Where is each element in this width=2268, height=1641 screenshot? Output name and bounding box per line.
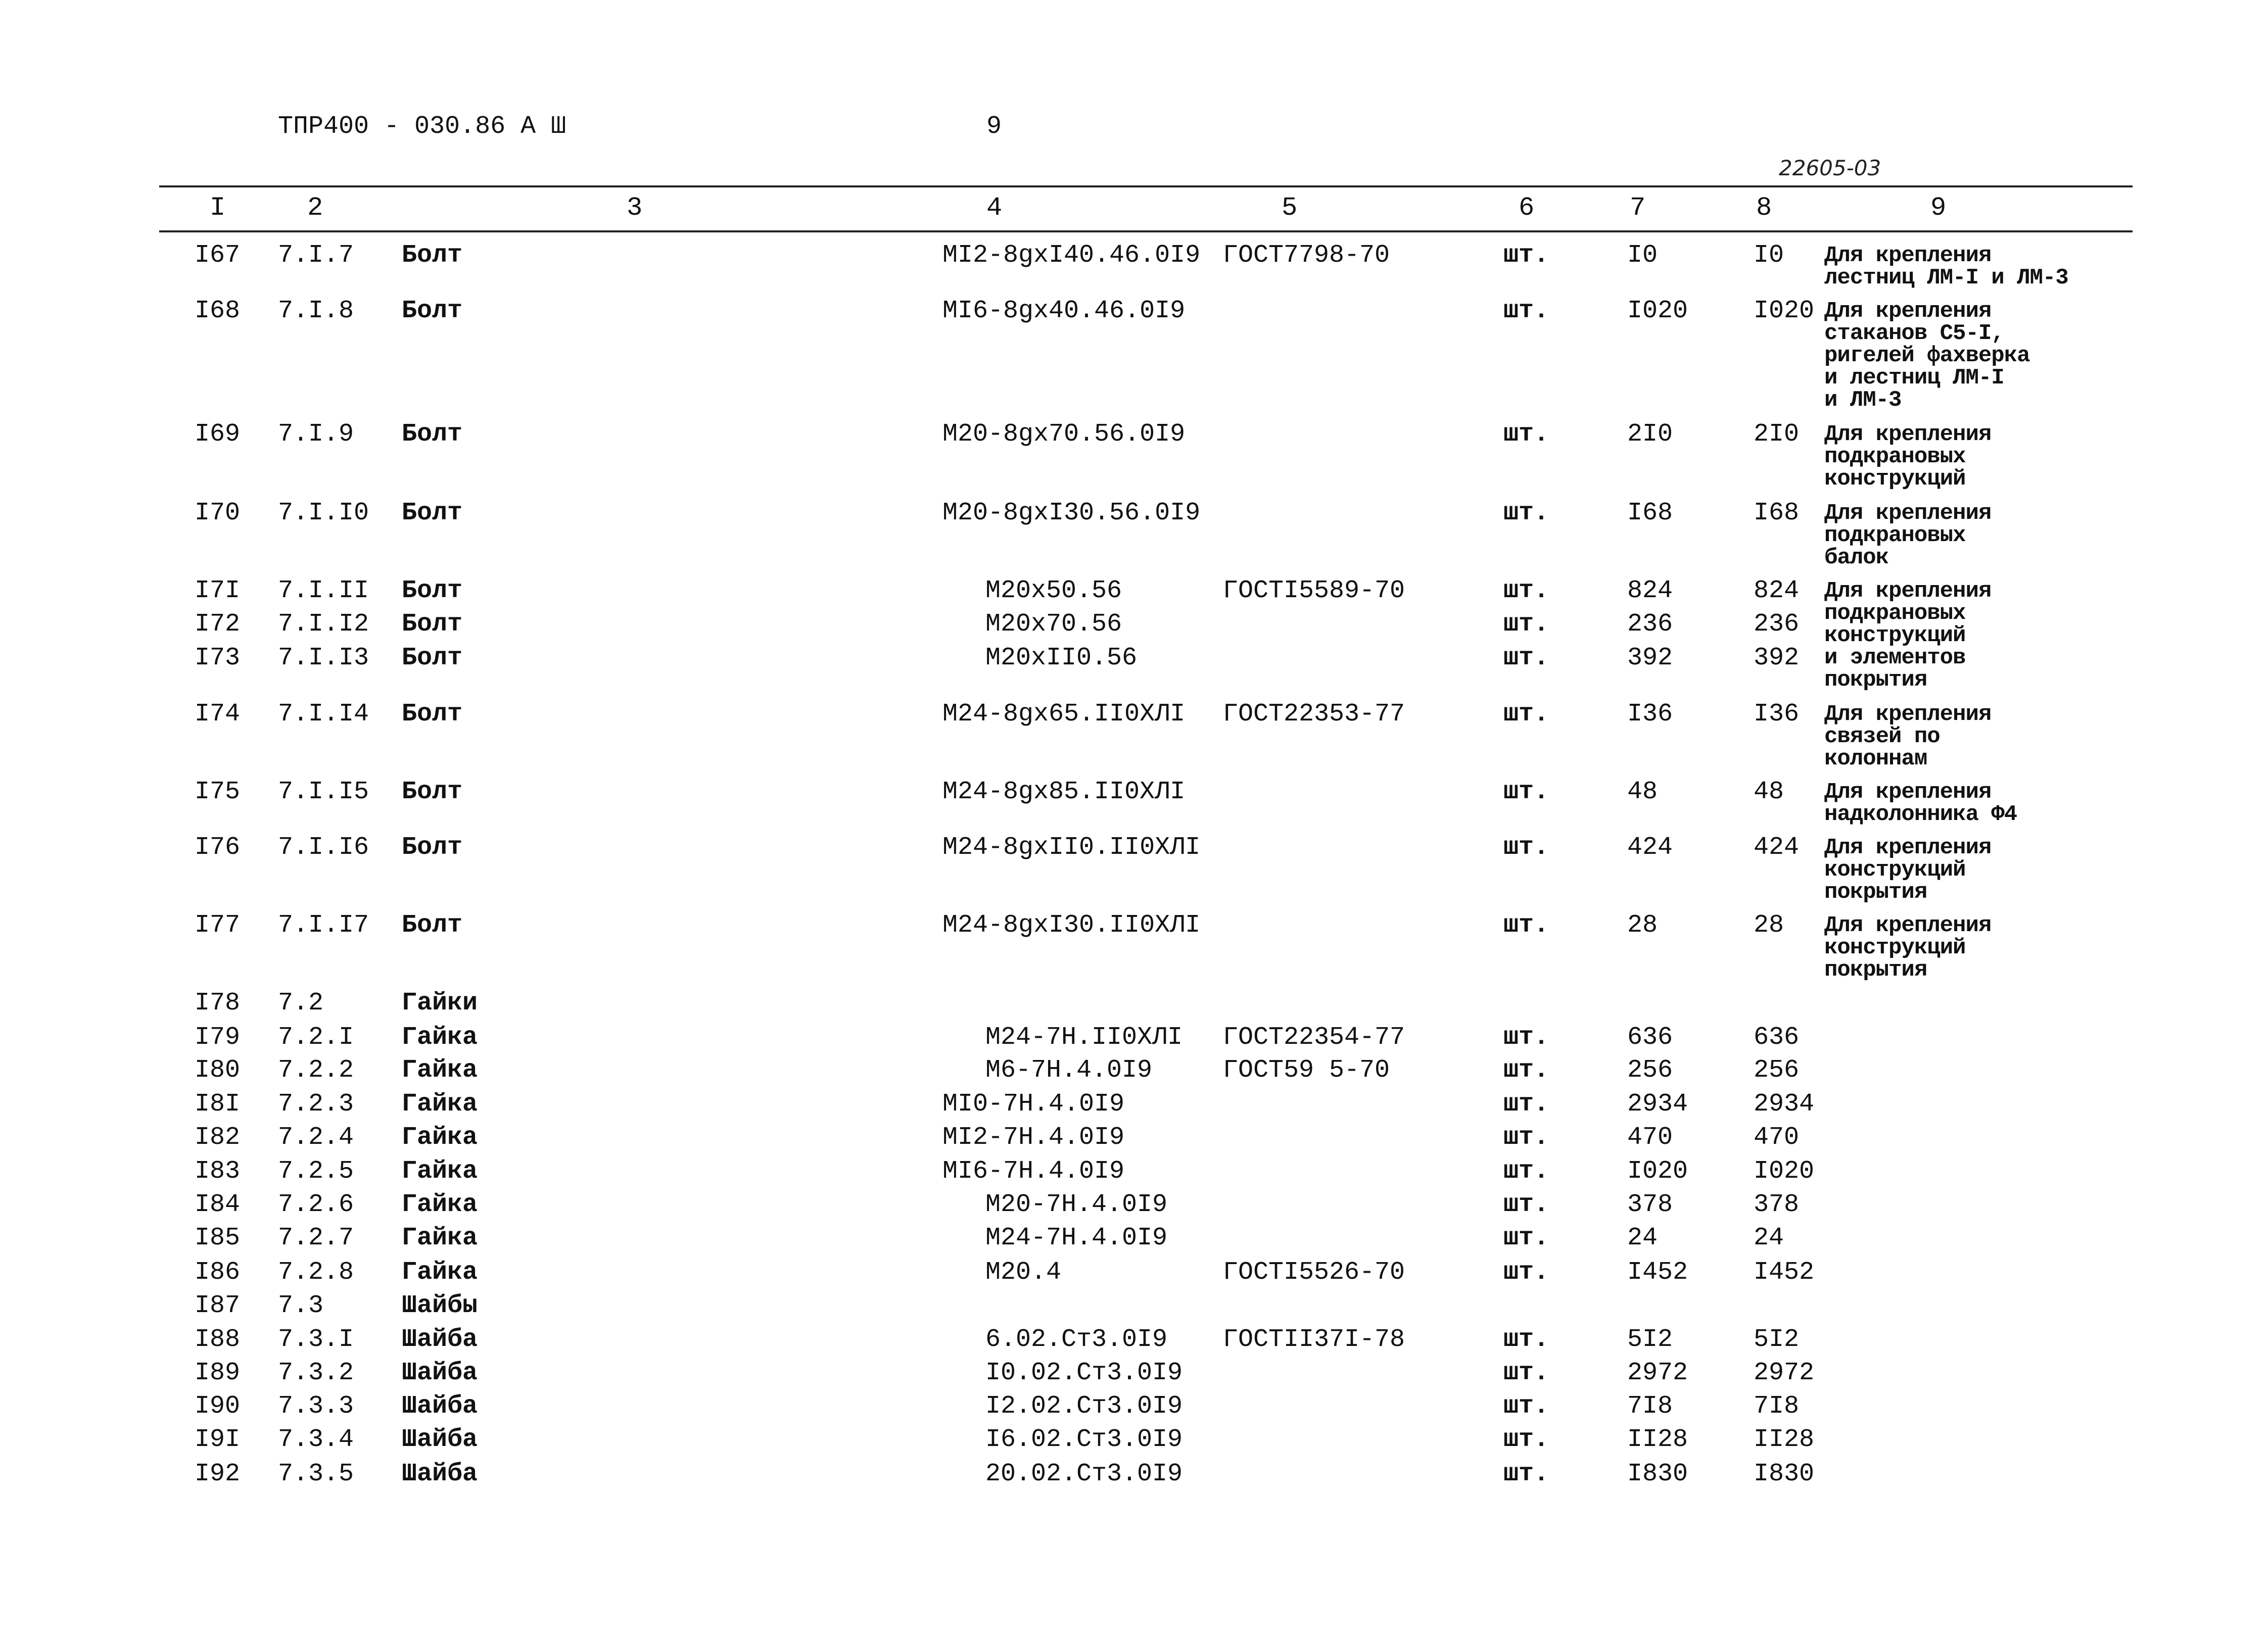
- table-header-rule: [159, 230, 2133, 232]
- cell-name: Гайка: [402, 1157, 478, 1186]
- cell-name: Гайка: [402, 1056, 478, 1085]
- cell-unit: шт.: [1503, 1359, 1549, 1387]
- cell-quantity-total: 636: [1754, 1023, 1800, 1052]
- cell-note: Для крепления подкрановых конструкций и элементов покрытия: [1824, 578, 1992, 693]
- cell-unit: шт.: [1503, 1460, 1549, 1488]
- cell-designation: M20x70.56: [985, 610, 1122, 639]
- cell-designation: M24-8gxII0.II0XЛI: [942, 833, 1201, 862]
- cell-quantity-total: 2972: [1754, 1359, 1815, 1387]
- cell-quantity: 5I2: [1627, 1325, 1673, 1354]
- cell-note: Для крепления надколонника Ф4: [1824, 780, 2017, 827]
- cell-note: Для крепления подкрановых конструкций: [1824, 422, 1992, 492]
- cell-code: 7.3: [278, 1291, 324, 1320]
- table-row: [0, 1191, 2268, 1221]
- cell-number: I88: [195, 1325, 241, 1354]
- cell-unit: шт.: [1503, 1090, 1549, 1119]
- table-row: [0, 499, 2268, 570]
- cell-quantity: 378: [1627, 1190, 1673, 1219]
- cell-designation: M20.4: [985, 1258, 1062, 1287]
- cell-code: 7.2.5: [278, 1157, 354, 1186]
- cell-quantity: I020: [1627, 297, 1688, 325]
- table-row: [0, 833, 2268, 905]
- column-header-8: 8: [1756, 193, 1772, 223]
- column-header-4: 4: [986, 193, 1003, 223]
- table-row: [0, 911, 2268, 983]
- cell-designation: MI6-7H.4.0I9: [942, 1157, 1125, 1186]
- cell-code: 7.I.8: [278, 297, 354, 325]
- cell-designation: I6.02.Ст3.0I9: [985, 1425, 1183, 1454]
- cell-quantity: 236: [1627, 610, 1673, 639]
- cell-unit: шт.: [1503, 833, 1549, 862]
- cell-designation: M20x50.56: [985, 576, 1122, 605]
- cell-unit: шт.: [1503, 911, 1549, 940]
- table-row: [0, 1157, 2268, 1188]
- cell-name: Болт: [402, 644, 463, 672]
- cell-number: I69: [195, 420, 241, 449]
- cell-number: I78: [195, 989, 241, 1018]
- cell-quantity-total: 378: [1754, 1190, 1800, 1219]
- cell-number: I76: [195, 833, 241, 862]
- cell-standard: ГОСТI5526-70: [1223, 1258, 1405, 1287]
- table-row: [0, 1090, 2268, 1121]
- cell-note: Для крепления конструкций покрытия: [1824, 913, 1992, 983]
- cell-name: Болт: [402, 576, 463, 605]
- cell-designation: M20-8gxI30.56.0I9: [942, 499, 1201, 527]
- cell-quantity-total: I68: [1754, 499, 1800, 527]
- cell-code: 7.3.4: [278, 1425, 354, 1454]
- cell-unit: шт.: [1503, 1023, 1549, 1052]
- cell-standard: ГОСТ22353-77: [1223, 700, 1405, 729]
- column-header-9: 9: [1930, 193, 1947, 223]
- cell-unit: шт.: [1503, 1157, 1549, 1186]
- cell-quantity-total: 24: [1754, 1224, 1784, 1252]
- table-row: [0, 778, 2268, 827]
- cell-quantity: 24: [1627, 1224, 1658, 1252]
- cell-name: Болт: [402, 241, 463, 270]
- cell-unit: шт.: [1503, 1190, 1549, 1219]
- table-row: [0, 610, 2268, 641]
- table-row: [0, 644, 2268, 674]
- cell-designation: I0.02.Ст3.0I9: [985, 1359, 1183, 1387]
- cell-code: 7.I.I7: [278, 911, 369, 940]
- cell-quantity: 470: [1627, 1123, 1673, 1152]
- table-row: [0, 1292, 2268, 1322]
- cell-code: 7.2.I: [278, 1023, 354, 1052]
- cell-designation: M24-7H.4.0I9: [985, 1224, 1168, 1252]
- cell-code: 7.I.I2: [278, 610, 369, 639]
- cell-number: I72: [195, 610, 241, 639]
- cell-name: Шайба: [402, 1460, 478, 1488]
- cell-unit: шт.: [1503, 499, 1549, 527]
- table-row: [0, 1024, 2268, 1054]
- cell-designation: MI2-8gxI40.46.0I9: [942, 241, 1201, 270]
- cell-designation: M24-8gx65.II0XЛI: [942, 700, 1186, 729]
- cell-quantity: 392: [1627, 644, 1673, 672]
- cell-note: Для крепления связей по колоннам: [1824, 702, 1992, 771]
- cell-quantity: II28: [1627, 1425, 1688, 1454]
- cell-name: Шайбы: [402, 1291, 478, 1320]
- cell-name: Гайка: [402, 1023, 478, 1052]
- cell-code: 7.I.I0: [278, 499, 369, 527]
- column-header-1: I: [210, 193, 226, 223]
- column-header-3: 3: [627, 193, 643, 223]
- cell-name: Болт: [402, 297, 463, 325]
- cell-code: 7.2.7: [278, 1224, 354, 1252]
- cell-quantity-total: 7I8: [1754, 1392, 1800, 1421]
- cell-name: Шайба: [402, 1359, 478, 1387]
- cell-number: I80: [195, 1056, 241, 1085]
- inventory-stamp: 22605-03: [1779, 156, 1881, 180]
- table-row: [0, 297, 2268, 413]
- table-row: [0, 1259, 2268, 1289]
- cell-code: 7.2: [278, 989, 324, 1018]
- cell-quantity: 48: [1627, 778, 1658, 806]
- cell-number: I82: [195, 1123, 241, 1152]
- cell-quantity: 256: [1627, 1056, 1673, 1085]
- cell-designation: M20-8gx70.56.0I9: [942, 420, 1186, 449]
- cell-number: I70: [195, 499, 241, 527]
- cell-designation: M24-8gxI30.II0XЛI: [942, 911, 1201, 940]
- cell-name: Гайки: [402, 989, 478, 1018]
- cell-name: Болт: [402, 911, 463, 940]
- cell-number: I83: [195, 1157, 241, 1186]
- cell-code: 7.2.2: [278, 1056, 354, 1085]
- cell-name: Гайка: [402, 1258, 478, 1287]
- cell-unit: шт.: [1503, 644, 1549, 672]
- cell-note: Для крепления стаканов С5-I, ригелей фахверка и лестниц ЛМ-I и ЛМ-3: [1824, 299, 2030, 413]
- cell-number: I79: [195, 1023, 241, 1052]
- cell-standard: ГОСТ59 5-70: [1223, 1056, 1390, 1085]
- table-row: [0, 989, 2268, 1020]
- cell-code: 7.I.I4: [278, 700, 369, 729]
- cell-number: I86: [195, 1258, 241, 1287]
- cell-code: 7.3.2: [278, 1359, 354, 1387]
- cell-quantity: I830: [1627, 1460, 1688, 1488]
- cell-code: 7.2.3: [278, 1090, 354, 1119]
- cell-code: 7.I.II: [278, 576, 369, 605]
- cell-code: 7.I.I5: [278, 778, 369, 806]
- cell-quantity-total: I830: [1754, 1460, 1815, 1488]
- cell-quantity-total: I452: [1754, 1258, 1815, 1287]
- cell-name: Шайба: [402, 1425, 478, 1454]
- cell-designation: MI6-8gx40.46.0I9: [942, 297, 1186, 325]
- cell-code: 7.2.4: [278, 1123, 354, 1152]
- cell-unit: шт.: [1503, 1425, 1549, 1454]
- cell-quantity: I36: [1627, 700, 1673, 729]
- cell-name: Гайка: [402, 1090, 478, 1119]
- cell-unit: шт.: [1503, 297, 1549, 325]
- cell-quantity: I452: [1627, 1258, 1688, 1287]
- cell-code: 7.2.8: [278, 1258, 354, 1287]
- cell-name: Гайка: [402, 1224, 478, 1252]
- cell-designation: M24-8gx85.II0XЛI: [942, 778, 1186, 806]
- cell-number: I68: [195, 297, 241, 325]
- cell-quantity: 2972: [1627, 1359, 1688, 1387]
- cell-designation: M20-7H.4.0I9: [985, 1190, 1168, 1219]
- cell-designation: M20xII0.56: [985, 644, 1138, 672]
- cell-name: Болт: [402, 610, 463, 639]
- cell-number: I77: [195, 911, 241, 940]
- cell-quantity-total: 470: [1754, 1123, 1800, 1152]
- cell-name: Болт: [402, 700, 463, 729]
- cell-quantity-total: 236: [1754, 610, 1800, 639]
- cell-quantity-total: 5I2: [1754, 1325, 1800, 1354]
- cell-quantity-total: 28: [1754, 911, 1784, 940]
- cell-quantity-total: 392: [1754, 644, 1800, 672]
- cell-designation: 20.02.Ст3.0I9: [985, 1460, 1183, 1488]
- cell-quantity: 28: [1627, 911, 1658, 940]
- cell-standard: ГОСТI5589-70: [1223, 576, 1405, 605]
- table-row: [0, 1426, 2268, 1456]
- cell-quantity-total: 48: [1754, 778, 1784, 806]
- cell-unit: шт.: [1503, 1392, 1549, 1421]
- cell-number: I87: [195, 1291, 241, 1320]
- page-number: 9: [986, 112, 1002, 141]
- cell-unit: шт.: [1503, 241, 1549, 270]
- cell-number: I75: [195, 778, 241, 806]
- cell-quantity: I0: [1627, 241, 1658, 270]
- table-row: [0, 1124, 2268, 1154]
- cell-name: Гайка: [402, 1190, 478, 1219]
- cell-quantity-total: 2I0: [1754, 420, 1800, 449]
- cell-code: 7.I.7: [278, 241, 354, 270]
- cell-standard: ГОСТ22354-77: [1223, 1023, 1405, 1052]
- cell-unit: шт.: [1503, 778, 1549, 806]
- cell-name: Болт: [402, 833, 463, 862]
- cell-note: Для крепления подкрановых балок: [1824, 501, 1992, 570]
- cell-quantity: I020: [1627, 1157, 1688, 1186]
- table-row: [0, 1392, 2268, 1423]
- cell-number: I67: [195, 241, 241, 270]
- cell-code: 7.3.3: [278, 1392, 354, 1421]
- cell-note: Для крепления лестниц ЛМ-I и ЛМ-3: [1824, 243, 2068, 291]
- cell-code: 7.3.I: [278, 1325, 354, 1354]
- table-top-rule: [159, 185, 2133, 187]
- table-row: [0, 1460, 2268, 1490]
- column-header-5: 5: [1282, 193, 1298, 223]
- cell-code: 7.I.I3: [278, 644, 369, 672]
- cell-number: I7I: [195, 576, 241, 605]
- cell-number: I92: [195, 1460, 241, 1488]
- cell-quantity-total: I020: [1754, 1157, 1815, 1186]
- cell-unit: шт.: [1503, 420, 1549, 449]
- cell-code: 7.3.5: [278, 1460, 354, 1488]
- cell-number: I85: [195, 1224, 241, 1252]
- cell-code: 7.I.9: [278, 420, 354, 449]
- table-row: [0, 420, 2268, 492]
- cell-unit: шт.: [1503, 1224, 1549, 1252]
- cell-number: I74: [195, 700, 241, 729]
- table-row: [0, 700, 2268, 771]
- column-header-7: 7: [1630, 193, 1646, 223]
- cell-unit: шт.: [1503, 610, 1549, 639]
- cell-quantity-total: 256: [1754, 1056, 1800, 1085]
- cell-designation: MI2-7H.4.0I9: [942, 1123, 1125, 1152]
- cell-number: I84: [195, 1190, 241, 1219]
- cell-designation: M24-7H.II0XЛI: [985, 1023, 1183, 1052]
- cell-code: 7.I.I6: [278, 833, 369, 862]
- cell-note: Для крепления конструкций покрытия: [1824, 835, 1992, 905]
- cell-number: I89: [195, 1359, 241, 1387]
- table-row: [0, 241, 2268, 291]
- cell-unit: шт.: [1503, 576, 1549, 605]
- table-row: [0, 1056, 2268, 1087]
- table-row: [0, 1359, 2268, 1389]
- cell-code: 7.2.6: [278, 1190, 354, 1219]
- table-row: [0, 1326, 2268, 1356]
- table-row: [0, 1224, 2268, 1254]
- cell-unit: шт.: [1503, 1123, 1549, 1152]
- cell-number: I9I: [195, 1425, 241, 1454]
- cell-name: Болт: [402, 778, 463, 806]
- cell-designation: MI0-7H.4.0I9: [942, 1090, 1125, 1119]
- cell-name: Шайба: [402, 1325, 478, 1354]
- cell-number: I73: [195, 644, 241, 672]
- cell-name: Болт: [402, 420, 463, 449]
- cell-quantity-total: I020: [1754, 297, 1815, 325]
- cell-unit: шт.: [1503, 700, 1549, 729]
- cell-standard: ГОСТ7798-70: [1223, 241, 1390, 270]
- cell-number: I8I: [195, 1090, 241, 1119]
- document-code: ТПР400 - 030.86 А Ш: [278, 112, 566, 141]
- cell-quantity-total: I36: [1754, 700, 1800, 729]
- cell-unit: шт.: [1503, 1056, 1549, 1085]
- cell-unit: шт.: [1503, 1258, 1549, 1287]
- cell-name: Гайка: [402, 1123, 478, 1152]
- cell-quantity-total: I0: [1754, 241, 1784, 270]
- cell-quantity: 7I8: [1627, 1392, 1673, 1421]
- cell-quantity-total: 824: [1754, 576, 1800, 605]
- cell-quantity: 636: [1627, 1023, 1673, 1052]
- cell-designation: I2.02.Ст3.0I9: [985, 1392, 1183, 1421]
- cell-quantity-total: 2934: [1754, 1090, 1815, 1119]
- column-header-6: 6: [1519, 193, 1535, 223]
- cell-quantity: 424: [1627, 833, 1673, 862]
- cell-quantity-total: 424: [1754, 833, 1800, 862]
- cell-designation: M6-7H.4.0I9: [985, 1056, 1153, 1085]
- cell-quantity: 2I0: [1627, 420, 1673, 449]
- cell-quantity: 2934: [1627, 1090, 1688, 1119]
- cell-name: Болт: [402, 499, 463, 527]
- cell-quantity: I68: [1627, 499, 1673, 527]
- cell-standard: ГОСТII37I-78: [1223, 1325, 1405, 1354]
- cell-name: Шайба: [402, 1392, 478, 1421]
- column-header-2: 2: [307, 193, 323, 223]
- cell-number: I90: [195, 1392, 241, 1421]
- cell-designation: 6.02.Ст3.0I9: [985, 1325, 1168, 1354]
- cell-quantity: 824: [1627, 576, 1673, 605]
- cell-quantity-total: II28: [1754, 1425, 1815, 1454]
- cell-unit: шт.: [1503, 1325, 1549, 1354]
